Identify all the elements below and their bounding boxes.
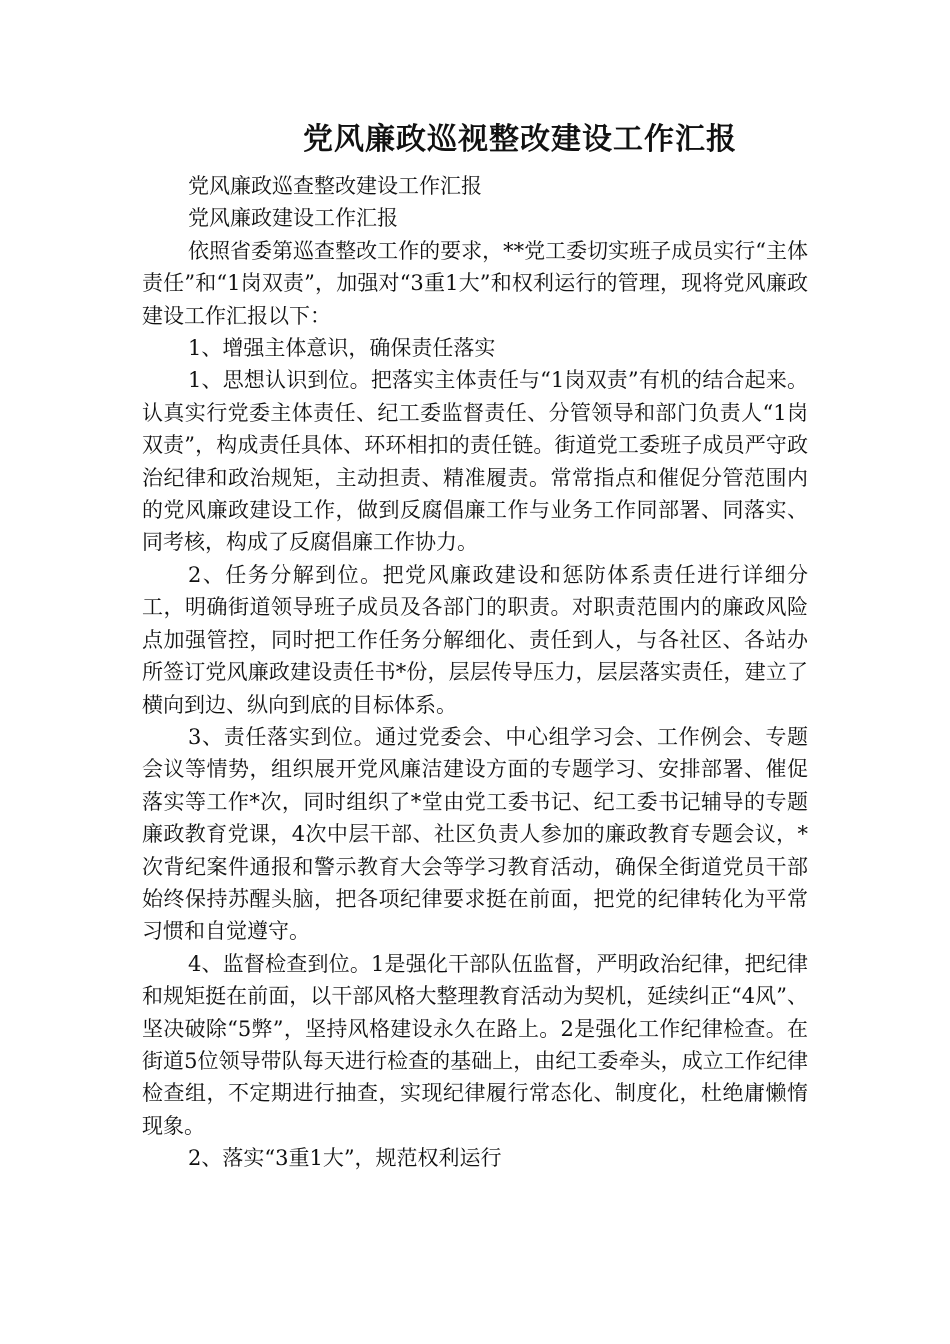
document-page	[142, 118, 808, 1175]
paragraph: 1、思想认识到位。把落实主体责任与“1岗双责”有机的结合起来。认真实行党委主体责任、纪工委监督责任、分管领导和部门负责人“1岗双责”，构成责任具体、环环相扣的责任链。街道党工委班子成员严守政治纪律和政治规矩，主动担责、精准履责。常常指点和催促分管范围内的党风廉政建设工作，做到反腐倡廉工作与业务工作同部署、同落实、同考核，构成了反腐倡廉工作协力。	[142, 368, 808, 555]
paragraph: 党风廉政巡查整改建设工作汇报	[188, 174, 482, 198]
document-title: 党风廉政巡视整改建设工作汇报	[303, 122, 737, 157]
section-heading: 2、落实“3重1大”，规范权利运行	[188, 1146, 502, 1171]
paragraph: 依照省委第巡查整改工作的要求，**党工委切实班子成员实行“主体责任”和“1岗双责”，加强对“3重1大”和权利运行的管理，现将党风廉政建设工作汇报以下：	[142, 238, 808, 328]
section-heading: 1、增强主体意识，确保责任落实	[188, 336, 496, 361]
paragraph: 2、任务分解到位。把党风廉政建设和惩防体系责任进行详细分工，明确街道领导班子成员及各部门的职责。对职责范围内的廉政风险点加强管控，同时把工作任务分解细化、责任到人，与各社区、各站办所签订党风廉政建设责任书*份，层层传导压力，层层落实责任，建立了横向到边、纵向到底的目标体系。	[142, 562, 808, 717]
paragraph: 4、监督检查到位。1是强化干部队伍监督，严明政治纪律，把纪律和规矩挺在前面，以干部风格大整理教育活动为契机，延续纠正“4风”、坚决破除“5弊”，坚持风格建设永久在路上。2是强化工作纪律检查。在街道5位领导带队每天进行检查的基础上，由纪工委牵头，成立工作纪律检查组，不定期进行抽查，实现纪律履行常态化、制度化，杜绝庸懒惰现象。	[142, 951, 808, 1138]
paragraph: 党风廉政建设工作汇报	[188, 206, 398, 231]
paragraph: 3、责任落实到位。通过党委会、中心组学习会、工作例会、专题会议等情势，组织展开党风廉洁建设方面的专题学习、安排部署、催促落实等工作*次，同时组织了*堂由党工委书记、纪工委书记辅导的专题廉政教育党课，4次中层干部、社区负责人参加的廉政教育专题会议，*次背纪案件通报和警示教育大会等学习教育活动，确保全街道党员干部始终保持苏醒头脑，把各项纪律要求挺在前面，把党的纪律转化为平常习惯和自觉遵守。	[142, 724, 808, 944]
